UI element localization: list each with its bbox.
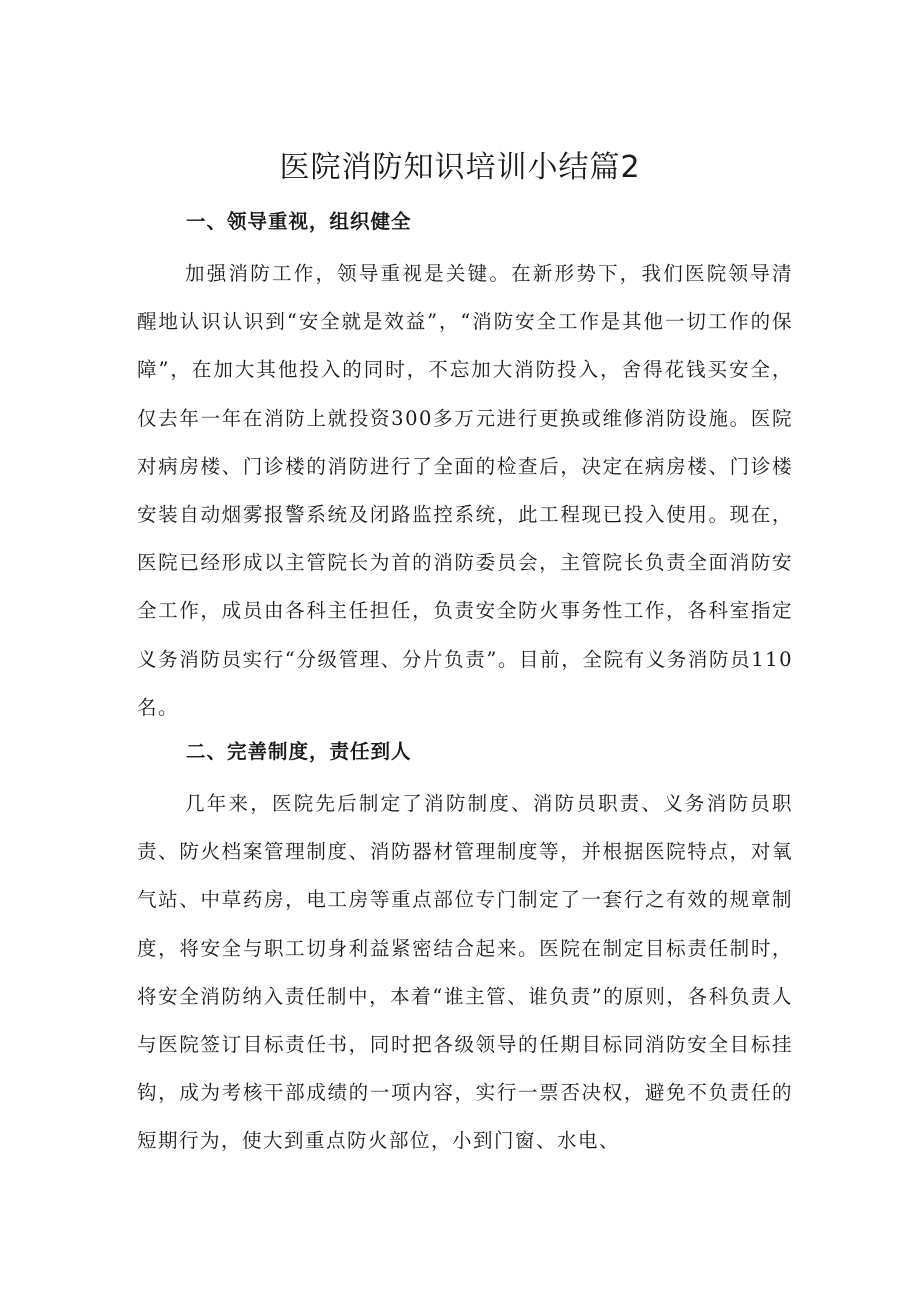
document-title: 医院消防知识培训小结篇2 (279, 150, 641, 185)
section-paragraph-1: 加强消防工作，领导重视是关键。在新形势下，我们医院领导清醒地认识认识到“安全就是效益”，“消防安全工作是其他一切工作的保障”，在加大其他投入的同时，不忘加大消防投入，舍得花钱买安全，仅去年一年在消防上就投资300多万元进行更换或维修消防设施。医院对病房楼、门诊楼的消防进行了全面的检查后，决定在病房楼、门诊楼安装自动烟雾报警系统及闭路监控系统，此工程现已投入使用。现在，医院已经形成以主管院长为首的消防委员会，主管院长负责全面消防安全工作，成员由各科主任担任，负责安全防火事务性工作，各科室指定义务消防员实行“分级管理、分片负责”。目前，全院有义务消防员110名。 (137, 262, 793, 719)
section-paragraph-2: 几年来，医院先后制定了消防制度、消防员职责、义务消防员职责、防火档案管理制度、消防器材管理制度等，并根据医院特点，对氧气站、中草药房，电工房等重点部位专门制定了一套行之有效的规章制度，将安全与职工切身利益紧密结合起来。医院在制定目标责任制时，将安全消防纳入责任制中，本着“谁主管、谁负责”的原则，各科负责人与医院签订目标责任书，同时把各级领导的任期目标同消防安全目标挂钩，成为考核干部成绩的一项内容，实行一票否决权，避免不负责任的短期行为，使大到重点防火部位，小到门窗、水电、 (137, 792, 793, 1153)
section-heading-2: 二、完善制度，责任到人 (186, 740, 412, 763)
section-heading-1: 一、领导重视，组织健全 (186, 210, 412, 233)
